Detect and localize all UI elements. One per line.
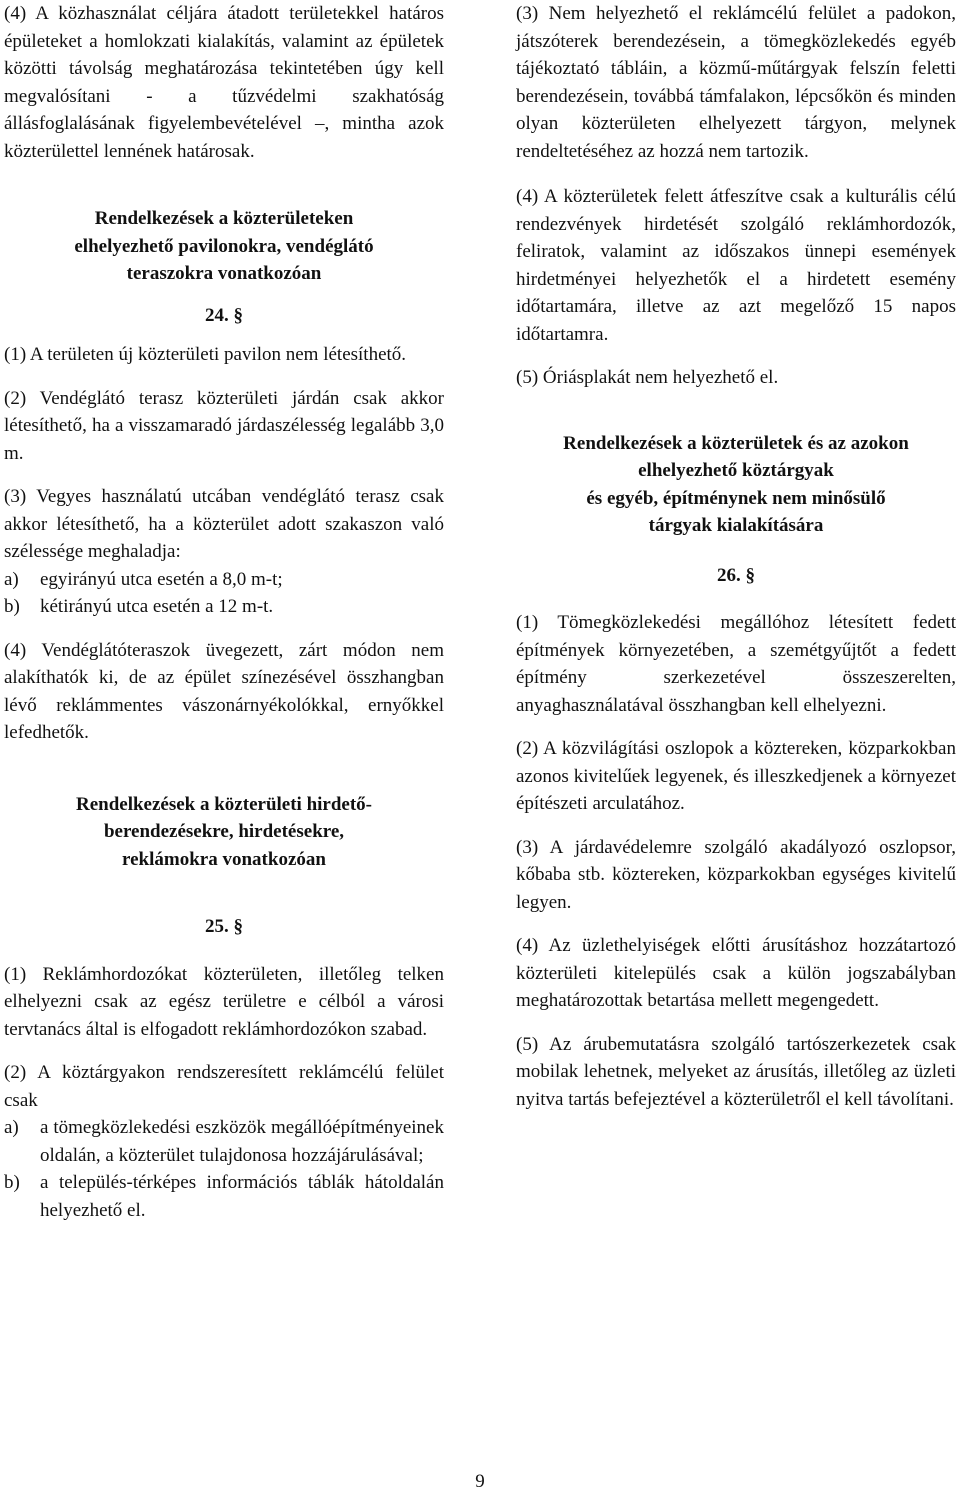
paragraph-25-1: (1) Reklámhordozókat közterületen, illetőleg telken elhelyezni csak az egész területre e célból a városi tervtanács által is elfogadott reklámhordozókon szabad. (4, 963, 444, 1040)
paragraph-26-5: (5) Az árubemutatásra szolgáló tartószerkezetek csak mobilak lehetnek, melyeket az árusítás, illetőleg az üzleti nyitva tartás befejeztével a közterületről el kell távolítani. (516, 1033, 956, 1110)
section-number-25: 25. § (205, 916, 243, 937)
list-item-text: egyirányú utca esetén a 8,0 m-t; (40, 568, 283, 590)
section-number-26: 26. § (717, 564, 755, 586)
heading-koztargy-line-1: Rendelkezések a közterületek és az azokon (563, 432, 909, 454)
heading-koztargy-line-2: elhelyezhető köztárgyak (638, 460, 834, 481)
paragraph-26-3: (3) A járdavédelemre szolgáló akadályozó oszlopsor, kőbaba stb. köztereken, közparkokban egységes kivitelű legyen. (516, 836, 956, 913)
paragraph-26-1: (1) Tömegközlekedési megállóhoz létesített fedett építmények környezetében, a szemétgyűjtőt a fedett építmény szerkezetével összeszerelten, anyaghasználatával összhangban kell elhelyezni. (516, 612, 956, 716)
list-marker: b) (4, 596, 20, 617)
list-marker: a) (4, 1117, 19, 1138)
right-column (516, 0, 956, 1113)
list-item (4, 566, 444, 594)
heading-koztargy-line-4: tárgyak kialakítására (648, 515, 824, 536)
paragraph-24-3: (3) Vegyes használatú utcában vendéglátó terasz csak akkor létesíthető, ha a közterület adott szakaszon való szélessége meghaladja: (4, 486, 444, 562)
heading-pavilon-line-2: elhelyezhető pavilonokra, vendéglátó (74, 235, 374, 257)
heading-hirdeto-line-1: Rendelkezések a közterületi hirdető- (75, 793, 373, 815)
list-marker: b) (4, 1172, 20, 1193)
paragraph-24-intro: (4) A közhasználat céljára átadott területekkel határos épületeket a homlokzati kialakítás, valamint az épületek közötti távolság meghatározása tekintetében úgy kell megvalósítani - a tűzvédelmi szakhatóság állásfoglalásának figyelembevételével –, mintha azok közterülettel lennének határosak. (4, 3, 444, 162)
heading-pavilon-line-1: Rendelkezések a közterületeken (94, 208, 354, 229)
list-marker: a) (4, 568, 19, 590)
heading-pavilon-line-3: teraszokra vonatkozóan (126, 263, 322, 284)
paragraph-24-2: (2) Vendéglátó terasz közterületi járdán csak akkor létesíthető, ha a visszamaradó járdaszélesség legalább 3,0 m. (4, 387, 444, 464)
list-item (4, 593, 444, 621)
paragraph-25-4: (4) A közterületek felett átfeszítve csak a kulturális célú rendezvények hirdetését szolgáló reklámhordozók, feliratok, valamint az időszakos ünnepi események hirdetményei helyezhetők el a hirdetett esemény időtartamára, illetve az azt megelőző 15 napos időtartamra. (516, 186, 956, 345)
heading-hirdeto-line-3: reklámokra vonatkozóan (122, 848, 326, 870)
list-item (4, 1114, 444, 1169)
list-item-text: kétirányú utca esetén a 12 m-t. (40, 596, 274, 617)
heading-hirdeto-line-2: berendezésekre, hirdetésekre, (103, 821, 345, 842)
list-item-text: a tömegközlekedési eszközök megállóépítményeinek oldalán, a közterület tulajdonosa hozzájárulásával; (40, 1117, 444, 1166)
paragraph-24-4: (4) Vendéglátóteraszok üvegezett, zárt módon nem alakíthatók ki, de az épület színezésével összhangban lévő reklámmentes vászonárnyékolókkal, ernyőkkel lefedhetők. (4, 639, 444, 743)
left-column (4, 0, 444, 1224)
list-item (4, 1169, 444, 1224)
paragraph-26-2: (2) A közvilágítási oszlopok a köztereken, közparkokban azonos kivitelűek legyenek, és illeszkedjenek a környezet építészeti arculatához. (516, 738, 956, 814)
paragraph-25-5: (5) Óriásplakát nem helyezhető el. (516, 367, 779, 388)
paragraph-25-2: (2) A köztárgyakon rendszeresített reklámcélú felület csak (4, 1062, 444, 1111)
paragraph-24-1: (1) A területen új közterületi pavilon nem létesíthető. (4, 344, 407, 365)
heading-koztargy-line-3: és egyéb, építménynek nem minősülő (586, 487, 886, 509)
paragraph-26-4: (4) Az üzlethelyiségek előtti árusításhoz hozzátartozó közterületi kitelepülés csak a külön jogszabályban meghatározottak betartása mellett megengedett. (516, 935, 956, 1011)
paragraph-25-3: (3) Nem helyezhető el reklámcélú felület a padokon, játszóterek berendezésein, a tömegközlekedés egyéb tájékoztató tábláin, a közmű-műtárgyak felszín feletti berendezésein, továbbá támfalakon, lépcsőkön és minden olyan közterületen elhelyezett tárgyon, melynek rendeltetéséhez az hozzá nem tartozik. (516, 3, 956, 162)
list-item-text: a település-térképes információs táblák hátoldalán helyezhető el. (40, 1172, 444, 1221)
page-number: 9 (475, 1471, 485, 1492)
section-number-24: 24. § (205, 304, 243, 326)
